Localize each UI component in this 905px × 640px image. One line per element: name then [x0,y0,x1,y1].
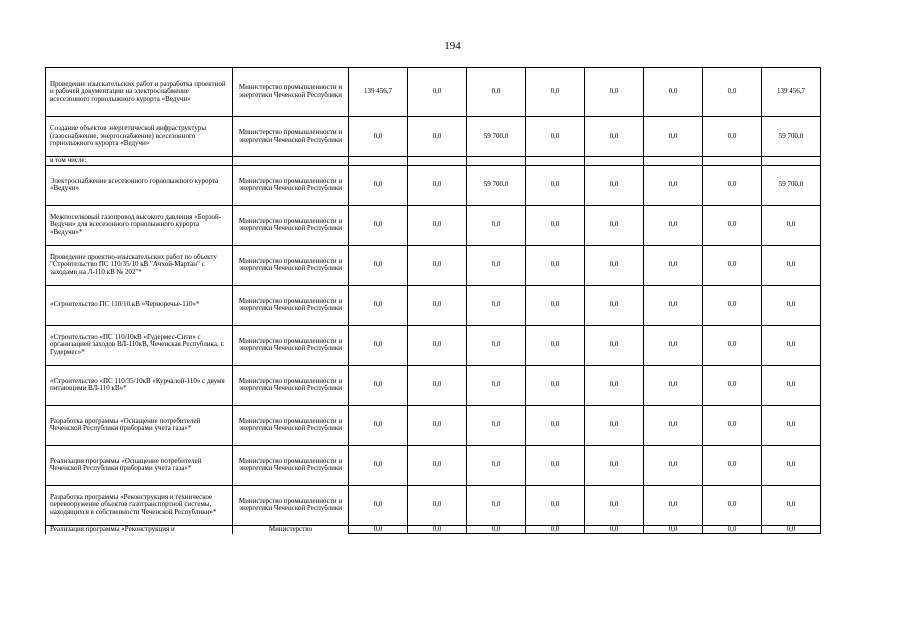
value-cell: 59 700,0 [762,117,821,157]
value-cell: 0,0 [762,405,821,445]
value-cell: 0,0 [526,525,585,534]
activity-name-cell: «Строительство «ПС 110/10кВ «Гудермес-Сити» с организацией заходов ВЛ-110кВ, Чеченская Республика, г. Гудермес»* [46,325,233,365]
value-cell: 0,0 [408,117,467,157]
value-cell: 0,0 [408,325,467,365]
budget-table [45,67,821,534]
value-cell: 0,0 [585,245,644,285]
value-cell: 0,0 [467,445,526,485]
value-cell: 0,0 [349,485,408,525]
activity-name-cell: Разработка программы «Оснащение потребителей Чеченской Республики приборами учета газа»* [46,405,233,445]
value-cell: 0,0 [408,245,467,285]
executor-cell: Министерство промышленности и энергетики Чеченской Республики [233,285,349,325]
value-cell: 0,0 [467,405,526,445]
value-cell: 0,0 [467,68,526,117]
value-cell: 0,0 [703,165,762,205]
value-cell: 0,0 [408,485,467,525]
table-row [46,525,821,534]
executor-cell [233,157,349,166]
activity-name-cell: Межпоселковый газопровод высокого давления «Борзой-Ведучи» для всесезонного горнолыжного курорта «Ведучи»* [46,205,233,245]
value-cell: 0,0 [408,365,467,405]
value-cell: 0,0 [585,117,644,157]
activity-name-cell: Разработка программы «Реконструкция и техническое перевооружение объектов газотранспортной системы, находящихся в собственности Чеченской Республики»* [46,485,233,525]
value-cell: 139 456,7 [349,68,408,117]
value-cell [644,157,703,166]
value-cell [585,157,644,166]
value-cell: 0,0 [467,285,526,325]
value-cell: 0,0 [467,245,526,285]
activity-name-cell: в том числе: [46,157,233,166]
value-cell [349,157,408,166]
value-cell: 0,0 [349,405,408,445]
value-cell: 0,0 [526,405,585,445]
table-row [46,68,821,117]
executor-cell: Министерство промышленности и энергетики Чеченской Республики [233,445,349,485]
value-cell: 0,0 [585,365,644,405]
value-cell: 0,0 [703,117,762,157]
value-cell: 0,0 [585,485,644,525]
value-cell: 0,0 [408,445,467,485]
value-cell: 0,0 [644,325,703,365]
value-cell: 0,0 [644,365,703,405]
executor-cell: Министерство [233,525,349,534]
value-cell: 0,0 [408,68,467,117]
value-cell: 0,0 [467,205,526,245]
value-cell: 0,0 [526,485,585,525]
value-cell [467,157,526,166]
value-cell: 0,0 [703,405,762,445]
value-cell: 0,0 [408,285,467,325]
executor-cell: Министерство промышленности и энергетики Чеченской Республики [233,245,349,285]
value-cell: 0,0 [467,325,526,365]
table-row [46,325,821,365]
activity-name-cell: «Строительство ПС 110/10 кВ «Черноречье-110»* [46,285,233,325]
value-cell: 0,0 [526,445,585,485]
value-cell: 0,0 [349,165,408,205]
executor-cell: Министерство промышленности и энергетики Чеченской Республики [233,485,349,525]
activity-name-cell: Проведение изыскательских работ и разработка проектной и рабочей документации на электроснабжение всесезонного горнолыжного курорта «Ведучи» [46,68,233,117]
table-row [46,445,821,485]
value-cell [703,157,762,166]
value-cell: 0,0 [644,205,703,245]
value-cell: 0,0 [408,405,467,445]
value-cell: 0,0 [703,245,762,285]
value-cell: 0,0 [703,285,762,325]
value-cell: 0,0 [349,525,408,534]
value-cell: 0,0 [467,365,526,405]
value-cell: 0,0 [762,365,821,405]
value-cell: 0,0 [703,485,762,525]
executor-cell: Министерство промышленности и энергетики Чеченской Республики [233,165,349,205]
value-cell: 0,0 [408,525,467,534]
value-cell: 0,0 [349,325,408,365]
value-cell: 0,0 [526,365,585,405]
value-cell: 59 700,0 [762,165,821,205]
value-cell: 0,0 [644,285,703,325]
value-cell: 0,0 [703,525,762,534]
value-cell: 0,0 [703,205,762,245]
value-cell: 59 700,0 [467,117,526,157]
activity-name-cell: Реализация программы «Оснащение потребителей Чеченской Республики приборами учета газа»* [46,445,233,485]
value-cell: 0,0 [762,485,821,525]
activity-name-cell: Создание объектов энергетической инфраструктуры (газоснабжение, энергоснабжение) всесезонного горнолыжного курорта «Ведучи» [46,117,233,157]
table-row [46,117,821,157]
value-cell: 0,0 [526,325,585,365]
value-cell: 0,0 [644,485,703,525]
value-cell: 0,0 [349,285,408,325]
value-cell: 0,0 [585,525,644,534]
value-cell: 0,0 [703,68,762,117]
page-number: 194 [444,40,461,52]
value-cell: 0,0 [762,445,821,485]
value-cell: 0,0 [526,205,585,245]
activity-name-cell: Электроснабжение всесезонного горнолыжного курорта «Ведучи» [46,165,233,205]
value-cell [408,157,467,166]
value-cell: 0,0 [762,285,821,325]
value-cell: 0,0 [526,285,585,325]
table-row [46,285,821,325]
value-cell: 0,0 [526,245,585,285]
executor-cell: Министерство промышленности и энергетики Чеченской Республики [233,117,349,157]
value-cell: 0,0 [585,165,644,205]
value-cell: 0,0 [585,405,644,445]
value-cell: 0,0 [467,525,526,534]
value-cell: 0,0 [349,245,408,285]
value-cell: 0,0 [762,205,821,245]
executor-cell: Министерство промышленности и энергетики Чеченской Республики [233,325,349,365]
table-row [46,205,821,245]
table-row [46,365,821,405]
table-row [46,245,821,285]
value-cell: 0,0 [644,117,703,157]
value-cell: 0,0 [644,68,703,117]
value-cell: 0,0 [703,445,762,485]
value-cell: 0,0 [585,445,644,485]
value-cell: 0,0 [644,525,703,534]
value-cell: 0,0 [467,485,526,525]
executor-cell: Министерство промышленности и энергетики Чеченской Республики [233,405,349,445]
activity-name-cell: Проведение проектно-изыскательских работ по объекту "Строительство ПС 110/35/10 кВ "Ачхой-Мартан" с заходами на Л-110 кВ № 202"* [46,245,233,285]
value-cell: 139 456,7 [762,68,821,117]
value-cell: 0,0 [349,205,408,245]
value-cell: 0,0 [526,117,585,157]
value-cell: 0,0 [703,325,762,365]
value-cell: 0,0 [762,325,821,365]
value-cell: 0,0 [526,68,585,117]
value-cell: 0,0 [408,205,467,245]
budget-table-container [45,67,821,534]
value-cell [762,157,821,166]
table-body [46,68,821,534]
value-cell: 0,0 [762,245,821,285]
value-cell: 59 700,0 [467,165,526,205]
table-row [46,405,821,445]
value-cell: 0,0 [585,325,644,365]
executor-cell: Министерство промышленности и энергетики Чеченской Республики [233,68,349,117]
value-cell: 0,0 [703,365,762,405]
table-row [46,157,821,166]
table-row [46,165,821,205]
value-cell: 0,0 [585,205,644,245]
value-cell: 0,0 [644,405,703,445]
value-cell: 0,0 [585,285,644,325]
value-cell: 0,0 [644,445,703,485]
value-cell [526,157,585,166]
activity-name-cell: «Строительство «ПС 110/35/10кВ «Курчалой-110» с двумя питающими ВЛ-110 кВ»* [46,365,233,405]
value-cell: 0,0 [762,525,821,534]
value-cell: 0,0 [585,68,644,117]
activity-name-cell: Реализация программы «Реконструкция и [46,525,233,534]
value-cell: 0,0 [408,165,467,205]
value-cell: 0,0 [349,445,408,485]
value-cell: 0,0 [349,117,408,157]
executor-cell: Министерство промышленности и энергетики Чеченской Республики [233,205,349,245]
value-cell: 0,0 [644,245,703,285]
table-row [46,485,821,525]
value-cell: 0,0 [349,365,408,405]
executor-cell: Министерство промышленности и энергетики Чеченской Республики [233,365,349,405]
value-cell: 0,0 [526,165,585,205]
value-cell: 0,0 [644,165,703,205]
